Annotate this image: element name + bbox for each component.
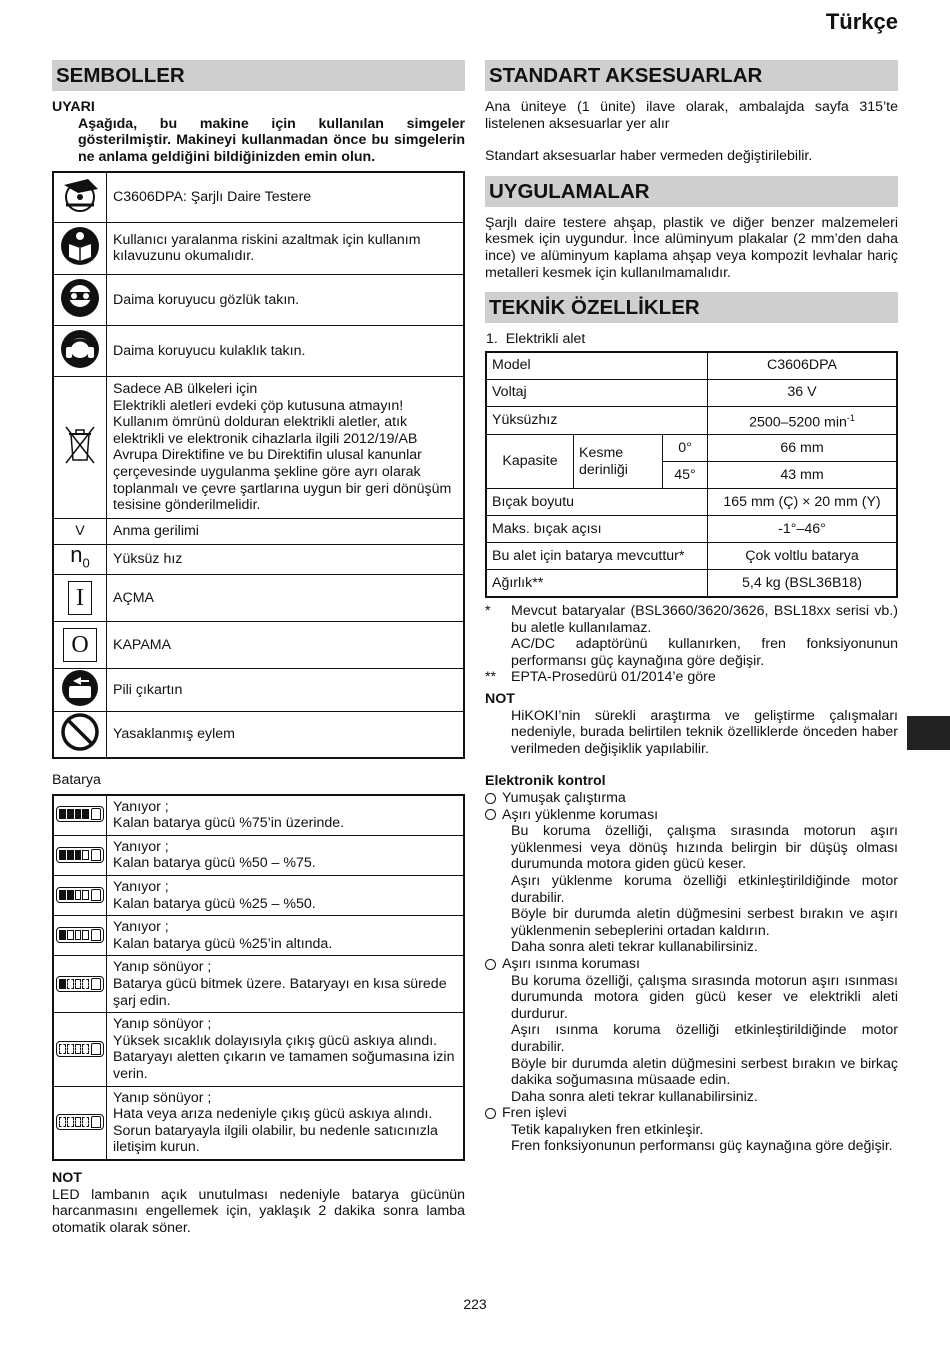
bullet-circle-icon — [485, 959, 496, 970]
switch-on-icon: I — [53, 574, 107, 621]
list-item-text: Aşırı yüklenme koruma özelliği etkinleştirildiğinde motor durabilir. — [511, 872, 898, 906]
bullet-circle-icon — [485, 809, 496, 820]
list-item-text: Tetik kapalıyken fren etkinleşir. — [511, 1121, 704, 1138]
symbol-row — [53, 274, 464, 325]
battery-row — [53, 876, 464, 916]
list-item: Fren işlevi — [485, 1105, 898, 1122]
battery-row — [53, 916, 464, 956]
symbols-table — [52, 171, 465, 759]
note-title: NOT — [52, 1169, 82, 1186]
list-item: Yumuşak çalıştırma — [485, 790, 898, 807]
battery-indicator-icon — [53, 795, 107, 836]
battery-label: Batarya — [52, 772, 101, 789]
safety-glasses-icon — [53, 274, 107, 325]
spec-row: Kapasite Kesme derinliği 0° 66 mm — [486, 435, 897, 462]
list-item-text: Aşırı ısınma koruma özelliği etkinleştirildiğinde motor durabilir. — [511, 1022, 898, 1055]
specifications-table — [485, 351, 898, 598]
circular-saw-icon — [53, 172, 107, 222]
bullet-circle-icon — [485, 793, 496, 804]
symbol-row — [53, 222, 464, 274]
symbol-row — [53, 544, 464, 574]
bullet-circle-icon — [485, 1108, 496, 1119]
specifications-subheading: 1. Elektrikli alet — [486, 331, 586, 348]
note-title: NOT — [485, 691, 515, 708]
specifications-heading: TEKNİK ÖZELLİKLER — [485, 292, 898, 323]
symbol-text: Kullanıcı yaralanma riskini azaltmak için kullanım kılavuzunu okumalıdır. — [107, 222, 465, 274]
battery-row — [53, 956, 464, 1013]
spec-row: 45° 43 mm — [486, 462, 897, 489]
battery-indicator-icon — [53, 1086, 107, 1160]
symbol-row — [53, 712, 464, 758]
symbol-text: Daima koruyucu kulaklık takın. — [107, 325, 465, 376]
spec-row: Maks. bıçak açısı -1°–46° — [486, 516, 897, 543]
symbol-row — [53, 376, 464, 518]
battery-row-text: Yanıyor ; Kalan batarya gücü %25’in altında. — [107, 916, 465, 956]
battery-table — [52, 794, 465, 1161]
symbol-text: KAPAMA — [107, 621, 465, 668]
page-number: 223 — [463, 1296, 487, 1312]
accessories-note: Standart aksesuarlar haber vermeden değiştirilebilir. — [485, 148, 813, 165]
list-item-text: Fren fonksiyonunun performansı güç kaynağına göre değişir. — [511, 1138, 893, 1155]
footnote: ** EPTA-Prosedürü 01/2014’e göre — [485, 669, 716, 686]
symbol-text: AÇMA — [107, 574, 465, 621]
symbol-text: C3606DPA: Şarjlı Daire Testere — [107, 172, 465, 222]
electronic-control-title: Elektronik kontrol — [485, 773, 606, 790]
weee-bin-icon — [53, 376, 107, 518]
spec-row: Bu alet için batarya mevcuttur* Çok voltlu batarya — [486, 543, 897, 570]
symbol-text: Yüksüz hız — [107, 544, 465, 574]
battery-indicator-icon — [53, 916, 107, 956]
battery-row — [53, 1013, 464, 1086]
battery-indicator-icon — [53, 1013, 107, 1086]
list-item-text: Böyle bir durumda aletin düğmesini serbest bırakın ve birkaç dakika soğumasına müsaade edin. — [511, 1055, 898, 1089]
note-text: LED lambanın açık unutulması nedeniyle batarya gücünün harcanmasını engellemek için, yaklaşık 2 dakika sonra lamba otomatik olarak söner. — [52, 1186, 465, 1236]
list-item: Aşırı yüklenme koruması — [485, 807, 898, 824]
battery-row — [53, 1086, 464, 1160]
read-manual-icon — [53, 222, 107, 274]
spec-row: Yüksüzhız 2500–5200 $\min^{-1}$ — [486, 406, 897, 434]
applications-heading: UYGULAMALAR — [485, 176, 898, 207]
list-item: Aşırı ısınma koruması — [485, 956, 898, 973]
switch-off-icon: O — [53, 621, 107, 668]
remove-battery-icon — [53, 668, 107, 712]
note-text: HiKOKI’nin sürekli araştırma ve geliştirme çalışmaları nedeniyle, burada belirtilen teknik özelliklerde önceden haber verilmeden değişiklik yapılabilir. — [511, 707, 898, 757]
language-label: Türkçe — [825, 9, 898, 34]
symbol-row — [53, 621, 464, 668]
symbol-row — [53, 574, 464, 621]
accessories-heading: STANDART AKSESUARLAR — [485, 60, 898, 91]
prohibited-icon — [53, 712, 107, 758]
battery-row-text: Yanıyor ; Kalan batarya gücü %50 – %75. — [107, 835, 465, 875]
list-item-text: Böyle bir durumda aletin düğmesini serbest bırakın ve aşırı yüklenmenin sebeplerini ortadan kaldırın. — [511, 906, 898, 939]
symbol-row — [53, 668, 464, 712]
voltage-symbol: V — [53, 518, 107, 544]
left-column — [52, 60, 465, 1236]
list-item-text: Daha sonra aleti tekrar kullanabilirsiniz. — [511, 939, 758, 956]
list-item-text: Bu koruma özelliği, çalışma sırasında motorun aşırı ısınması durumunda motora giden gücü keser ve elektrikli aleti durdurur. — [511, 972, 898, 1022]
battery-row — [53, 795, 464, 836]
symbol-text: Yasaklanmış eylem — [107, 712, 465, 758]
battery-row-text: Yanıyor ; Kalan batarya gücü %75’in üzerinde. — [107, 795, 465, 836]
symbol-text: Pili çıkartın — [107, 668, 465, 712]
spec-row: Bıçak boyutu 165 mm (Ç) × 20 mm (Y) — [486, 489, 897, 516]
battery-row-text: Yanıp sönüyor ; Batarya gücü bitmek üzere. Bataryayı en kısa sürede şarj edin. — [107, 956, 465, 1013]
battery-row-text: Yanıp sönüyor ; Yüksek sıcaklık dolayısıyla çıkış gücü askıya alındı. Bataryayı aletten çıkarın ve tamamen soğumasına izin verin. — [107, 1013, 465, 1086]
right-column — [485, 60, 898, 1155]
warning-title: UYARI — [52, 99, 95, 115]
accessories-text: Ana üniteye (1 ünite) ilave olarak, ambalajda sayfa 315’te listelenen aksesuarlar yer alır — [485, 99, 898, 132]
warning-text: Aşağıda, bu makine için kullanılan simgeler gösterilmiştir. Makineyi kullanmadan önce bu simgelerin ne anlama geldiğini bildiğinizden emin olun. — [78, 115, 465, 165]
ear-protection-icon — [53, 325, 107, 376]
spec-row: Voltaj 36 V — [486, 379, 897, 406]
list-item-text: Bu koruma özelliği, çalışma sırasında motorun aşırı yüklenmesi veya dönüş hızında belirgin bir düşüş olması durumunda motora giden gücü keser. — [511, 823, 898, 873]
list-item-text: Daha sonra aleti tekrar kullanabilirsiniz. — [511, 1088, 758, 1105]
symbol-row — [53, 325, 464, 376]
symbol-text: Anma gerilimi — [107, 518, 465, 544]
applications-text: Şarjlı daire testere ahşap, plastik ve diğer benzer malzemeleri kesmek için uygundur. İnce alüminyum plakalar (2 mm’den daha ince) ve alüminyum kaplama ahşap veya kompozit levhalar hariç metalleri kesmek için kullanılmamalıdır. — [485, 214, 898, 281]
symbol-row — [53, 172, 464, 222]
battery-indicator-icon — [53, 956, 107, 1013]
symbol-text: Daima koruyucu gözlük takın. — [107, 274, 465, 325]
language-tab-marker — [907, 716, 950, 750]
footnote: * Mevcut bataryalar (BSL3660/3620/3626, BSL18xx serisi vb.) bu aletle kullanılamaz. AC/DC adaptörünü kullanırken, fren fonksiyonunun performansı güç kaynağına göre değişir. — [485, 603, 898, 669]
battery-row — [53, 835, 464, 875]
symbol-text: Sadece AB ülkeleri için Elektrikli aletleri evdeki çöp kutusuna atmayın! Kullanım ömrünü dolduran elektrikli aletler, atık elektrikli ve elektronik cihazlarla ilgili 2012/19/AB Avrupa Direktifine ve bu Direktifin ulusal kanunlar çerçevesinde uygulanma şekline göre ayrı olarak toplanmalı ve çevre şartlarına uygun bir geri dönüşüm tesisine gönderilmelidir. — [107, 376, 465, 518]
battery-row-text: Yanıyor ; Kalan batarya gücü %25 – %50. — [107, 876, 465, 916]
spec-row: Model C3606DPA — [486, 352, 897, 380]
symbol-row — [53, 518, 464, 544]
battery-indicator-icon — [53, 835, 107, 875]
symbols-heading: SEMBOLLER — [52, 60, 465, 91]
spec-row: Ağırlık** 5,4 kg (BSL36B18) — [486, 570, 897, 598]
battery-indicator-icon — [53, 876, 107, 916]
no-load-speed-symbol: $n_0$ — [53, 544, 107, 574]
battery-row-text: Yanıp sönüyor ; Hata veya arıza nedeniyle çıkış gücü askıya alındı. Sorun bataryayla ilgili olabilir, bu nedenle satıcınızla iletişim kurun. — [107, 1086, 465, 1160]
